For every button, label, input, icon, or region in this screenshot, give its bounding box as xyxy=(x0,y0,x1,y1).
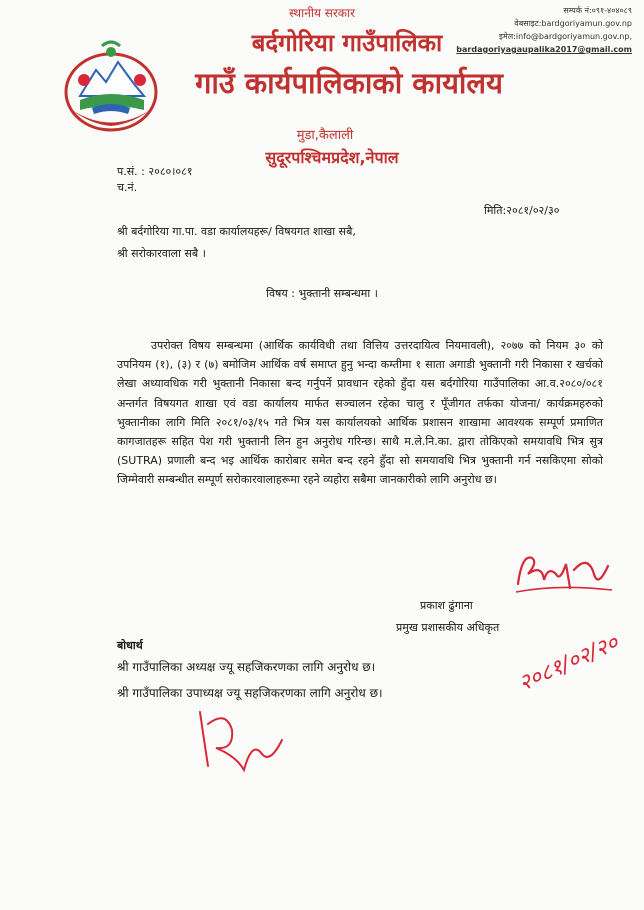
dispatch-number: च.नं. xyxy=(117,181,138,194)
office-location: मुडा,कैलाली xyxy=(296,128,354,143)
nepal-emblem-icon xyxy=(62,40,160,132)
signatory-title: प्रमुख प्रशासकीय अधिकृत xyxy=(396,621,500,634)
local-government-label: स्थानीय सरकार xyxy=(289,6,355,20)
municipality-name: बर्दगोरिया गाउँपालिका xyxy=(251,29,443,57)
contact-email: इमेल:info@bardgoriyamun.gov.np, xyxy=(499,32,632,41)
office-name: गाउँ कार्यपालिकाको कार्यालय xyxy=(195,66,503,100)
handwritten-date xyxy=(508,610,638,700)
letter-subject: विषय : भुक्तानी सम्बन्धमा । xyxy=(266,287,378,300)
signature-mark xyxy=(508,544,618,604)
cc-line-2: श्री गाउँपालिका उपाध्यक्ष ज्यू सहजिकरणका लागि अनुरोध छ। xyxy=(117,686,383,700)
contact-email-2: bardagoriyagaupalika2017@gmail.com xyxy=(456,45,632,54)
province-name: सुदूरपश्चिमप्रदेश,नेपाल xyxy=(265,148,399,167)
letter-reference-number: प.सं. : २०८०।०८१ xyxy=(117,165,193,178)
contact-website: वेबसाइट:bardgoriyamun.gov.np xyxy=(514,19,632,28)
handwritten-date-text: २०८१/०२/२० xyxy=(515,630,623,697)
cc-label: बोधार्थ xyxy=(117,639,143,652)
recipient-line-1: श्री बर्दगोरिया गा.पा. वडा कार्यालयहरू/ विषयगत शाखा सबै, xyxy=(117,225,356,238)
contact-phone: सम्पर्क नं:०९१-४०४०८९ xyxy=(563,6,632,15)
signature-mark-2 xyxy=(186,700,296,780)
letter-date: मिति:२०८१/०२/३० xyxy=(484,204,560,217)
recipient-line-2: श्री सरोकारवाला सबै । xyxy=(117,247,206,260)
letter-body: उपरोक्त विषय सम्बन्धमा (आर्थिक कार्यविधी तथा वित्तिय उत्तरदायित्व नियमावली), २०७७ को नियम ३० को उपनियम (१), (३) र (७) बमोजिम आर्थिक वर्ष समाप्त हुनु भन्दा कम्तीमा १ साता अगाडी भुक्तानी गरी निकासा र खर्चको लेखा अध्यावधिक गरी भुक्तानी निकासा बन्द गर्नुपर्ने प्रावधान रहेको हुँदा यस बर्दगोरिया गाउँपालिका आ.व.२०८०/०८१ अन्तर्गत विषयगत शाखा एवं वडा कार्यालय मार्फत सञ्चालन रहेका चालु र पूँजीगत तर्फका योजना/ कार्यक्रमहरुको भुक्तानीका लागि मिति २०८१/०३/१५ गते भित्र यस कार्यालयको आर्थिक प्रशासन शाखामा आवश्यक सम्पूर्ण प्रमाणित कागजातहरू सहित पेश गरी भुक्तानी लिन हुन अनुरोध गरिन्छ। साथै म.ले.नि.का. द्वारा तोकिएको समयावधि भित्र सुत्र (SUTRA) प्रणाली बन्द भइ आर्थिक कारोबार समेत बन्द रहने हुँदा सो समयावधि भित्र भुक्तानी गर्न नसकिएमा सोको जिम्मेवारी सम्बन्धीत सम्पूर्ण सरोकारवालाहरूमा रहने व्यहोरा सबैमा जानकारीको लागि अनुरोध छ। xyxy=(117,339,603,487)
signatory-name: प्रकाश ढुंगाना xyxy=(420,599,473,612)
cc-line-1: श्री गाउँपालिका अध्यक्ष ज्यू सहजिकरणका लागि अनुरोध छ। xyxy=(117,660,376,674)
